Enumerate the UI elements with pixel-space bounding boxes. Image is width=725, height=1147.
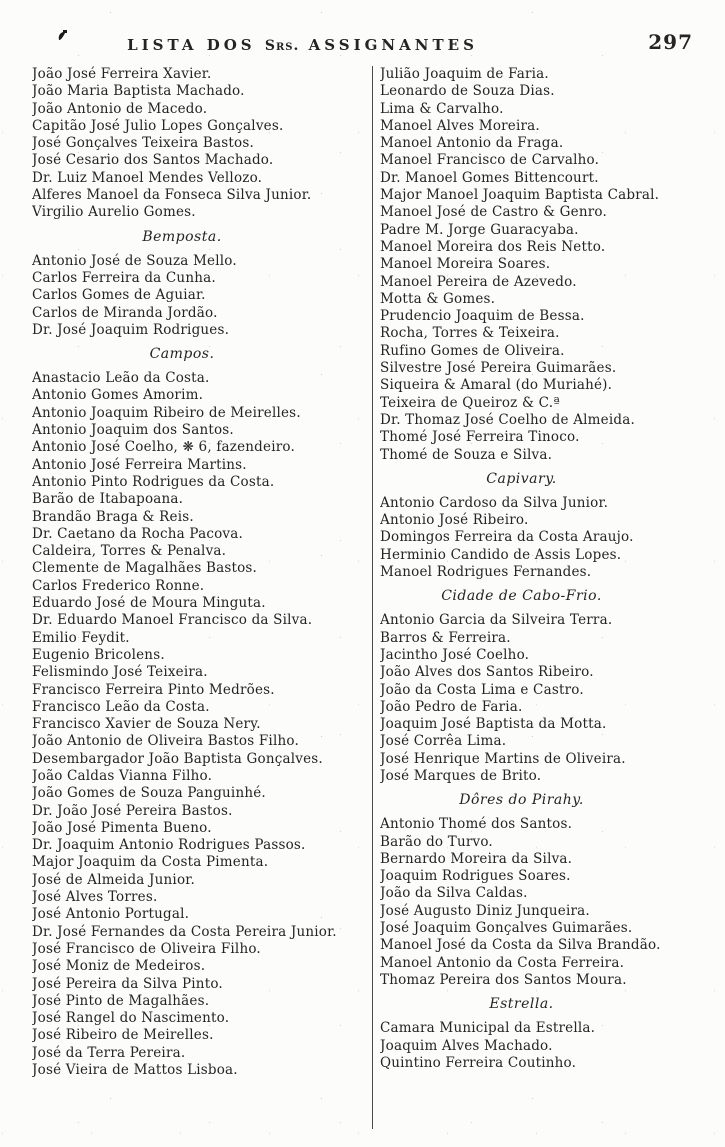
subscriber-name: Quintino Ferreira Coutinho. bbox=[380, 1054, 577, 1071]
subscriber-name: José Vieira de Mattos Lisboa. bbox=[32, 1062, 238, 1079]
subscriber-name: Padre M. Jorge Guaracyaba. bbox=[380, 221, 579, 238]
subscriber-name: Antonio José Ferreira Martins. bbox=[32, 456, 247, 473]
subscriber-name: José de Almeida Junior. bbox=[32, 871, 195, 888]
subscriber-name: João Gomes de Souza Panguinhé. bbox=[32, 785, 266, 802]
page-title-left: LISTA DOS bbox=[127, 36, 256, 54]
subscriber-name: José Pereira da Silva Pinto. bbox=[32, 975, 223, 992]
subscriber-name: Julião Joaquim de Faria. bbox=[380, 66, 549, 82]
subscriber-name: Felismindo José Teixeira. bbox=[32, 664, 208, 681]
subscriber-name: Dr. Thomaz José Coelho de Almeida. bbox=[380, 411, 635, 428]
subscriber-name: João Antonio de Macedo. bbox=[32, 100, 208, 117]
subscriber-name: José Augusto Diniz Junqueira. bbox=[380, 902, 590, 919]
subscriber-name: Dr. Luiz Manoel Mendes Vellozo. bbox=[32, 169, 263, 186]
subscriber-name: Domingos Ferreira da Costa Araujo. bbox=[380, 529, 634, 546]
subscriber-name: José Corrêa Lima. bbox=[380, 733, 507, 750]
subscriber-name: Barros & Ferreira. bbox=[380, 629, 511, 646]
left-column bbox=[32, 66, 372, 1129]
page-title-right: ASSIGNANTES bbox=[308, 36, 478, 54]
subscriber-name: Dr. José Fernandes da Costa Pereira Junior. bbox=[32, 923, 337, 940]
subscriber-name: José Alves Torres. bbox=[32, 889, 158, 906]
subscriber-name: Carlos de Miranda Jordão. bbox=[32, 304, 218, 321]
subscriber-name: Rufino Gomes de Oliveira. bbox=[380, 342, 565, 359]
subscriber-name: Antonio Cardoso da Silva Junior. bbox=[380, 494, 609, 511]
subscriber-name: Antonio José de Souza Mello. bbox=[32, 252, 237, 269]
subscriber-name: Antonio Joaquim Ribeiro de Meirelles. bbox=[32, 404, 301, 421]
subscriber-name: José Marques de Brito. bbox=[380, 767, 542, 784]
subscriber-name: Prudencio Joaquim de Bessa. bbox=[380, 308, 585, 325]
subscriber-name: Major Manoel Joaquim Baptista Cabral. bbox=[380, 187, 660, 204]
section-heading: Cidade de Cabo-Frio. bbox=[441, 588, 602, 605]
subscriber-name: Manoel Antonio da Costa Ferreira. bbox=[380, 954, 625, 971]
subscriber-name: Clemente de Magalhães Bastos. bbox=[32, 560, 258, 577]
subscriber-name: Carlos Ferreira da Cunha. bbox=[32, 269, 216, 286]
subscriber-name: Dr. Caetano da Rocha Pacova. bbox=[32, 525, 243, 542]
subscriber-name: Francisco Leão da Costa. bbox=[32, 698, 210, 715]
page-title-abbrev: Srs. bbox=[264, 38, 300, 54]
subscriber-name: Francisco Ferreira Pinto Medrões. bbox=[32, 681, 275, 698]
subscriber-name: José Pinto de Magalhães. bbox=[32, 992, 210, 1009]
subscriber-name: Joaquim Alves Machado. bbox=[380, 1037, 553, 1054]
subscriber-name: José Ribeiro de Meirelles. bbox=[32, 1027, 214, 1044]
subscriber-name: Joaquim José Baptista da Motta. bbox=[380, 716, 607, 733]
subscriber-name: João Maria Baptista Machado. bbox=[32, 83, 245, 100]
subscriber-name: João José Pimenta Bueno. bbox=[32, 819, 212, 836]
subscriber-name: Dr. Eduardo Manoel Francisco da Silva. bbox=[32, 612, 313, 629]
subscriber-name: João Pedro de Faria. bbox=[380, 698, 523, 715]
subscriber-name: Desembargador João Baptista Gonçalves. bbox=[32, 750, 323, 767]
subscriber-name: Capitão José Julio Lopes Gonçalves. bbox=[32, 117, 284, 134]
subscriber-name: José Henrique Martins de Oliveira. bbox=[380, 750, 626, 767]
subscriber-name: Siqueira & Amaral (do Muriahé). bbox=[380, 377, 613, 394]
subscriber-name: Herminio Candido de Assis Lopes. bbox=[380, 546, 622, 563]
subscriber-name: Bernardo Moreira da Silva. bbox=[380, 850, 573, 867]
subscriber-name: Virgilio Aurelio Gomes. bbox=[32, 204, 196, 221]
subscriber-name: Motta & Gomes. bbox=[380, 290, 496, 307]
page-number: 297 bbox=[648, 30, 693, 54]
subscriber-name: Manoel Moreira dos Reis Netto. bbox=[380, 238, 606, 255]
right-column bbox=[373, 66, 719, 1129]
subscriber-name: Antonio José Coelho, ❋ 6, fazendeiro. bbox=[32, 439, 295, 456]
subscriber-name: Emilio Feydit. bbox=[32, 629, 130, 646]
subscriber-name: Eugenio Bricolens. bbox=[32, 646, 165, 663]
subscriber-name: Carlos Gomes de Aguiar. bbox=[32, 287, 206, 304]
subscriber-name: Dr. João José Pereira Bastos. bbox=[32, 802, 233, 819]
subscriber-name: João José Ferreira Xavier. bbox=[32, 66, 212, 82]
subscriber-name: José Moniz de Medeiros. bbox=[32, 958, 206, 975]
section-heading: Bemposta. bbox=[142, 228, 222, 245]
section-heading: Campos. bbox=[149, 346, 215, 363]
subscriber-name: Dr. Manoel Gomes Bittencourt. bbox=[380, 169, 599, 186]
subscriber-name: Antonio Joaquim dos Santos. bbox=[32, 422, 234, 439]
subscriber-name: Manoel Rodrigues Fernandes. bbox=[380, 564, 592, 581]
subscriber-name: Manoel José da Costa da Silva Brandão. bbox=[380, 937, 661, 954]
subscriber-name: Anastacio Leão da Costa. bbox=[32, 370, 210, 387]
section-heading: Dôres do Pirahy. bbox=[459, 792, 584, 809]
subscriber-name: José Gonçalves Teixeira Bastos. bbox=[32, 135, 254, 152]
subscriber-name: Francisco Xavier de Souza Nery. bbox=[32, 716, 261, 733]
subscriber-name: Rocha, Torres & Teixeira. bbox=[380, 325, 560, 342]
subscriber-name: José Francisco de Oliveira Filho. bbox=[32, 940, 261, 957]
subscriber-name: Manoel José de Castro & Genro. bbox=[380, 204, 607, 221]
subscriber-name: Antonio Garcia da Silveira Terra. bbox=[380, 612, 613, 629]
subscriber-name: Antonio Thomé dos Santos. bbox=[380, 816, 573, 833]
subscriber-name: José Antonio Portugal. bbox=[32, 906, 190, 923]
subscriber-name: Camara Municipal da Estrella. bbox=[380, 1020, 596, 1037]
page-title bbox=[0, 36, 605, 54]
subscriber-name: Carlos Frederico Ronne. bbox=[32, 577, 205, 594]
subscriber-name: José Rangel do Nascimento. bbox=[32, 1010, 230, 1027]
subscriber-name: Barão de Itabapoana. bbox=[32, 491, 184, 508]
subscriber-name: Thomé de Souza e Silva. bbox=[380, 446, 553, 463]
subscriber-name: Eduardo José de Moura Minguta. bbox=[32, 595, 266, 612]
subscriber-name: Manoel Moreira Soares. bbox=[380, 256, 551, 273]
subscriber-name: Manoel Pereira de Azevedo. bbox=[380, 273, 577, 290]
subscriber-name: Dr. José Joaquim Rodrigues. bbox=[32, 321, 230, 338]
subscriber-name: Antonio Gomes Amorim. bbox=[32, 387, 204, 404]
page-header bbox=[0, 30, 725, 60]
subscriber-name: Alferes Manoel da Fonseca Silva Junior. bbox=[32, 187, 312, 204]
subscriber-name: Teixeira de Queiroz & C.ª bbox=[380, 394, 560, 411]
subscriber-name: Joaquim Rodrigues Soares. bbox=[380, 868, 571, 885]
subscriber-name: João Caldas Vianna Filho. bbox=[32, 767, 213, 784]
subscriber-name: Manoel Antonio da Fraga. bbox=[380, 135, 564, 152]
section-heading: Capivary. bbox=[486, 470, 557, 487]
subscriber-name: João Alves dos Santos Ribeiro. bbox=[380, 664, 594, 681]
subscriber-name: Antonio Pinto Rodrigues da Costa. bbox=[32, 473, 275, 490]
subscriber-name: Jacintho José Coelho. bbox=[380, 646, 530, 663]
subscriber-name: Thomé José Ferreira Tinoco. bbox=[380, 429, 580, 446]
subscriber-name: Major Joaquim da Costa Pimenta. bbox=[32, 854, 269, 871]
subscriber-name: Thomaz Pereira dos Santos Moura. bbox=[380, 971, 627, 988]
subscriber-name: Manoel Francisco de Carvalho. bbox=[380, 152, 600, 169]
section-heading: Estrella. bbox=[489, 996, 554, 1013]
subscriber-name: João Antonio de Oliveira Bastos Filho. bbox=[32, 733, 299, 750]
subscriber-name: José Cesario dos Santos Machado. bbox=[32, 152, 274, 169]
subscriber-name: Silvestre José Pereira Guimarães. bbox=[380, 360, 617, 377]
subscriber-name: João da Costa Lima e Castro. bbox=[380, 681, 584, 698]
subscriber-name: José Joaquim Gonçalves Guimarães. bbox=[380, 920, 633, 937]
two-column-list bbox=[32, 66, 719, 1129]
subscriber-name: Antonio José Ribeiro. bbox=[380, 512, 529, 529]
subscriber-name: José da Terra Pereira. bbox=[32, 1044, 186, 1061]
subscriber-name: Dr. Joaquim Antonio Rodrigues Passos. bbox=[32, 837, 306, 854]
subscriber-name: Caldeira, Torres & Penalva. bbox=[32, 543, 227, 560]
subscriber-name: Lima & Carvalho. bbox=[380, 100, 504, 117]
subscriber-name: Leonardo de Souza Dias. bbox=[380, 83, 555, 100]
subscriber-name: Manoel Alves Moreira. bbox=[380, 117, 540, 134]
subscriber-name: Brandão Braga & Reis. bbox=[32, 508, 194, 525]
subscriber-name: Barão do Turvo. bbox=[380, 833, 493, 850]
subscriber-name: João da Silva Caldas. bbox=[380, 885, 528, 902]
